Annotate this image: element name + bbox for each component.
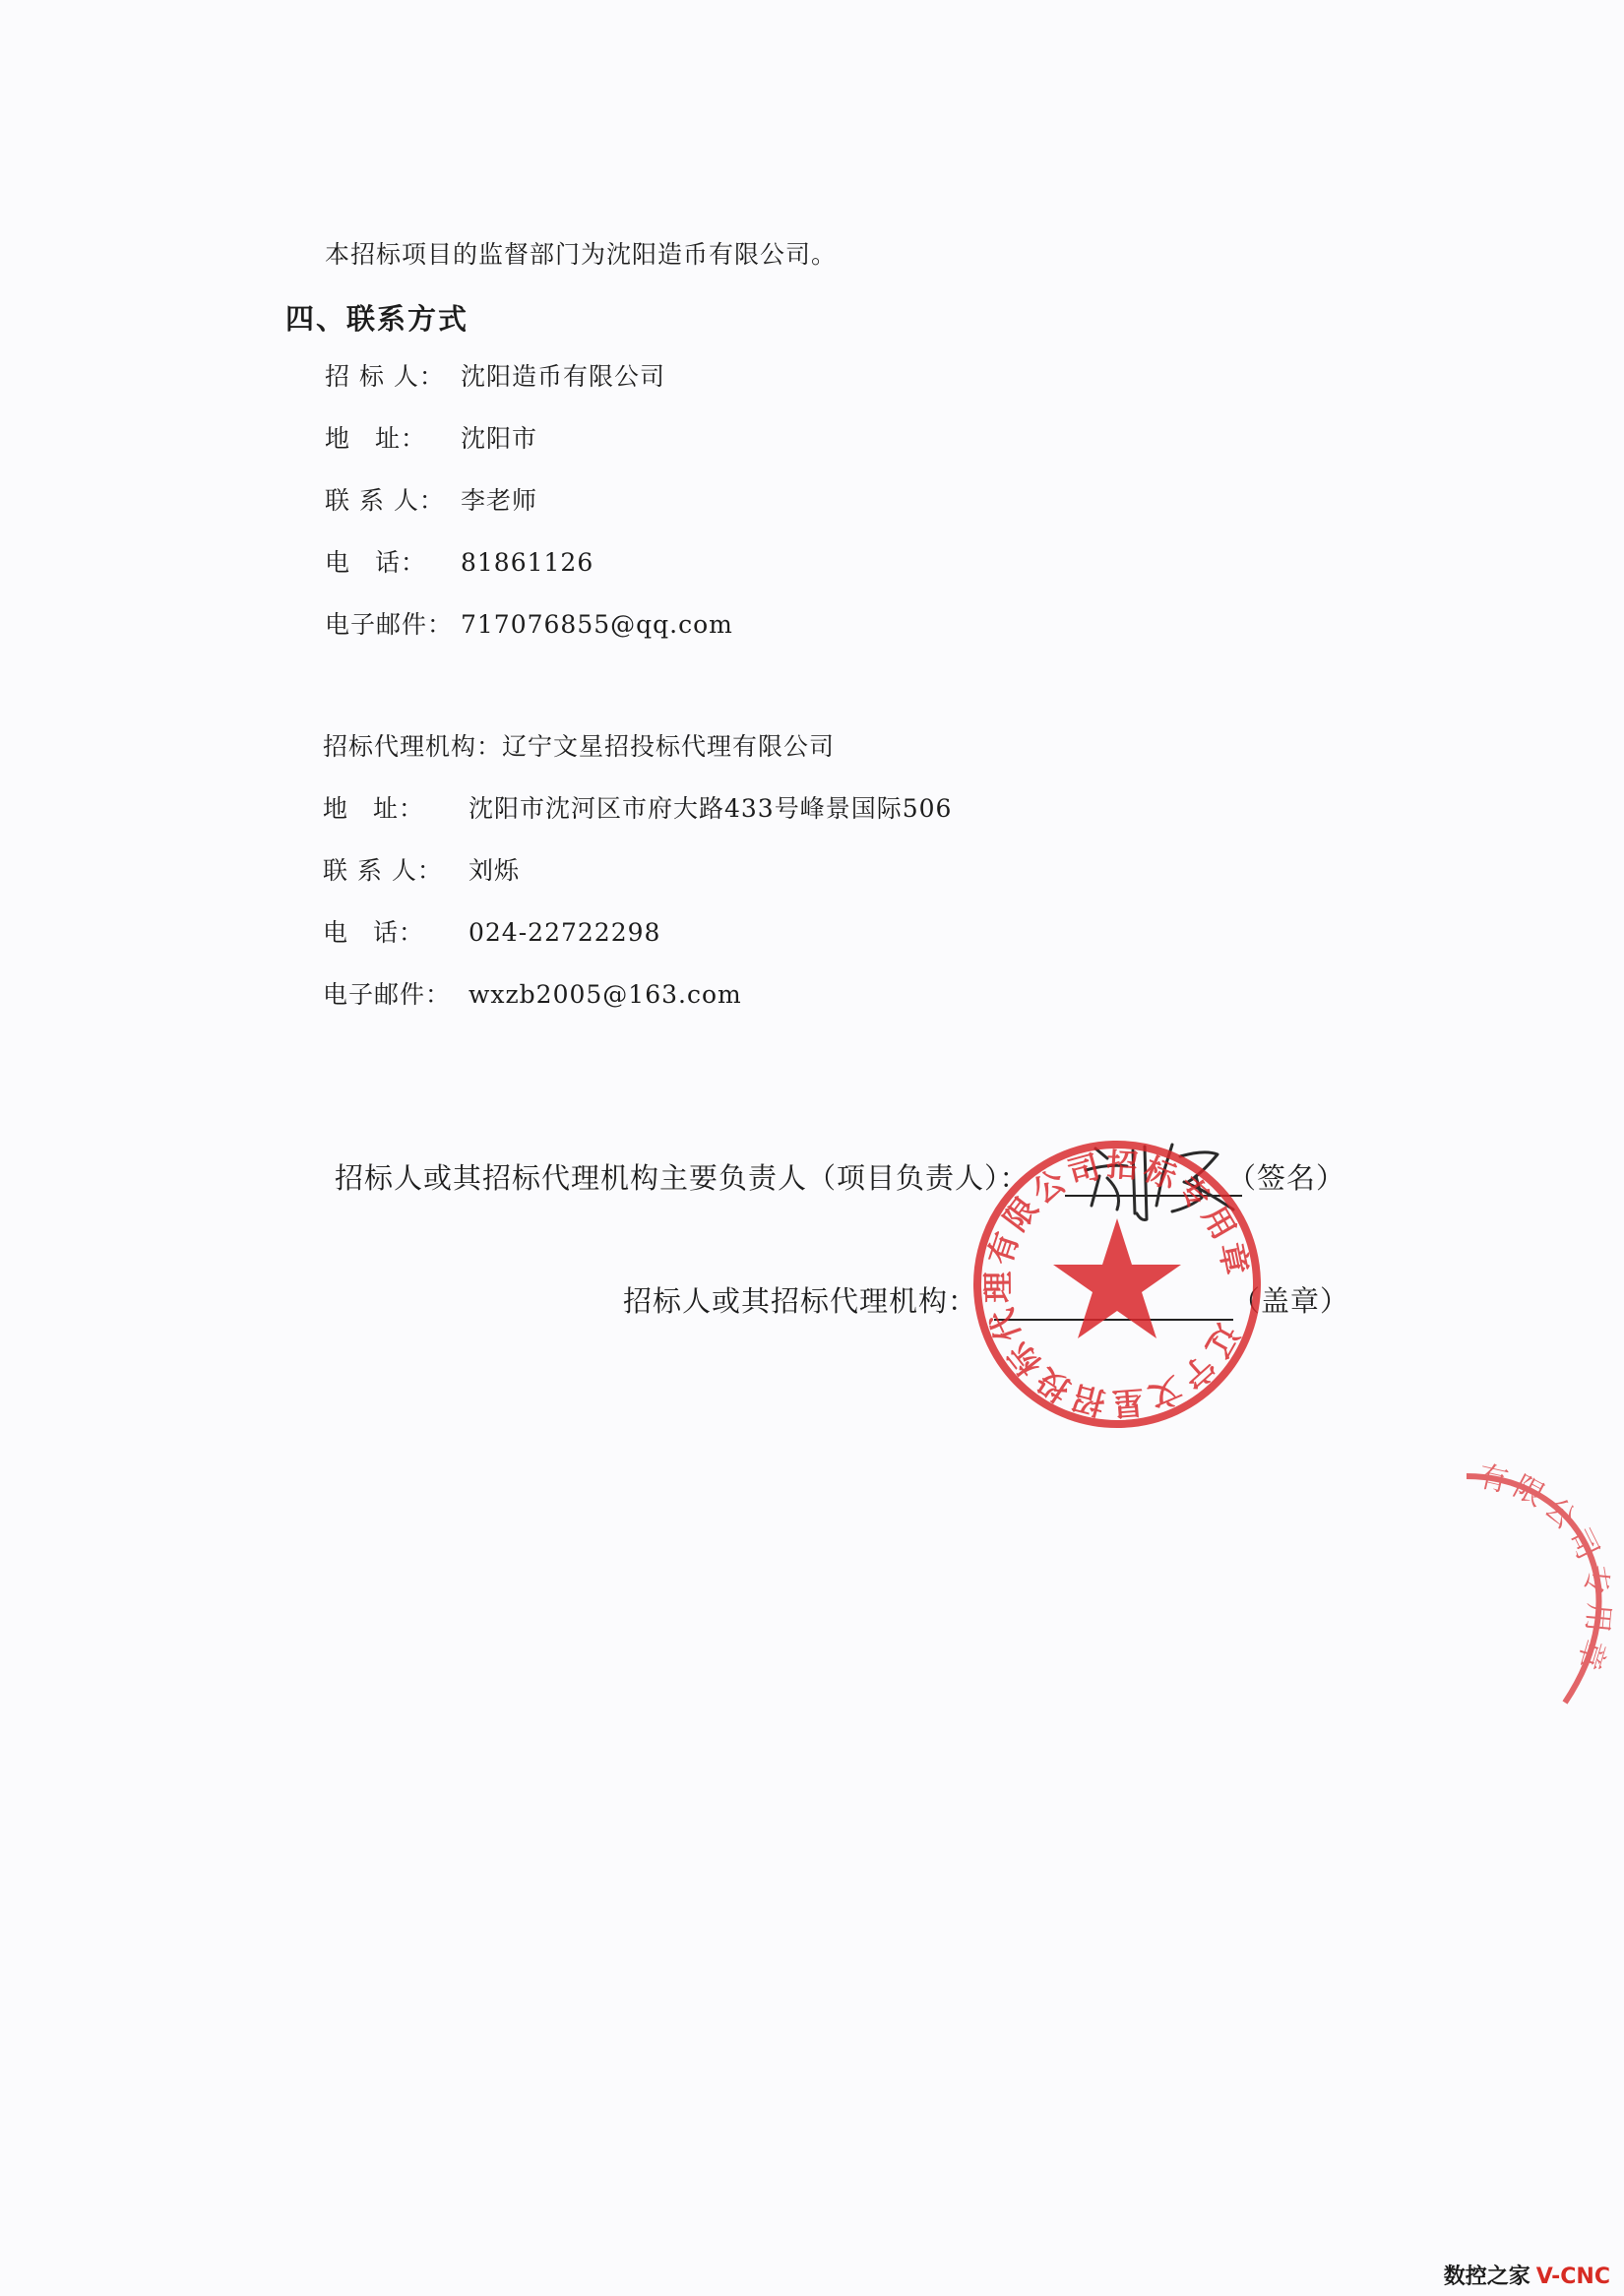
tenderer-address-value: 沈阳市 (461, 424, 538, 453)
agency-row-contact (323, 856, 520, 886)
agency-address-value: 沈阳市沈河区市府大路433号峰景国际506 (468, 794, 953, 823)
watermark-part2: V-CNC (1535, 2265, 1610, 2289)
tenderer-email-value: 717076855@qq.com (461, 610, 733, 639)
agency-contact-value: 刘烁 (468, 856, 521, 885)
tenderer-row-contact (325, 486, 537, 516)
seal-star-icon (1053, 1218, 1181, 1338)
tenderer-contact-label: 联 系 人： (325, 486, 445, 515)
tenderer-contact-value: 李老师 (461, 486, 538, 515)
tenderer-name-value: 沈阳造币有限公司 (461, 362, 666, 391)
agency-phone-value: 024-22722298 (468, 918, 661, 947)
tenderer-name-label: 招 标 人： (325, 362, 445, 391)
agency-address-label: 地 址： (323, 794, 424, 823)
section-heading: 四、联系方式 (285, 302, 469, 336)
tenderer-email-label: 电子邮件： (325, 610, 454, 639)
agency-email-value: wxzb2005@163.com (468, 980, 742, 1009)
tenderer-row-phone (325, 548, 593, 578)
seal-suffix: （盖章） (1231, 1284, 1350, 1318)
company-seal-stamp (965, 1132, 1270, 1437)
agency-row-phone (323, 918, 660, 948)
site-watermark (1444, 2260, 1610, 2290)
seal-label: 招标人或其招标代理机构： (623, 1284, 978, 1318)
watermark-part1: 数控之家 (1443, 2265, 1530, 2289)
signature-suffix: （签名） (1227, 1161, 1346, 1195)
agency-phone-label: 电 话： (323, 918, 424, 947)
agency-row-email (323, 980, 742, 1010)
tenderer-phone-value: 81861126 (461, 548, 594, 577)
agency-name-label: 招标代理机构： (323, 732, 503, 761)
tenderer-row-name (325, 362, 665, 392)
signature-label: 招标人或其招标代理机构主要负责人（项目负责人）： (335, 1161, 1030, 1195)
agency-email-label: 电子邮件： (323, 980, 452, 1009)
tenderer-row-email (325, 610, 733, 640)
agency-row-address (323, 794, 952, 824)
svg-text:有限公司专用章 (1474, 1459, 1615, 1680)
partial-seal-stamp (1457, 1457, 1624, 1712)
tenderer-phone-label: 电 话： (325, 548, 426, 577)
tenderer-address-label: 地 址： (325, 424, 426, 453)
agency-name-value: 辽宁文星招投标代理有限公司 (502, 732, 836, 761)
partial-seal-text: 有限公司专用章 (1474, 1458, 1616, 1680)
agency-row-name (323, 732, 835, 762)
agency-contact-label: 联 系 人： (323, 856, 443, 885)
tenderer-row-address (325, 424, 537, 454)
intro-text: 本招标项目的监督部门为沈阳造币有限公司。 (325, 240, 838, 269)
seal-ring-text: 辽宁文星招投标代理有限公司招标专用章 (978, 1146, 1256, 1423)
